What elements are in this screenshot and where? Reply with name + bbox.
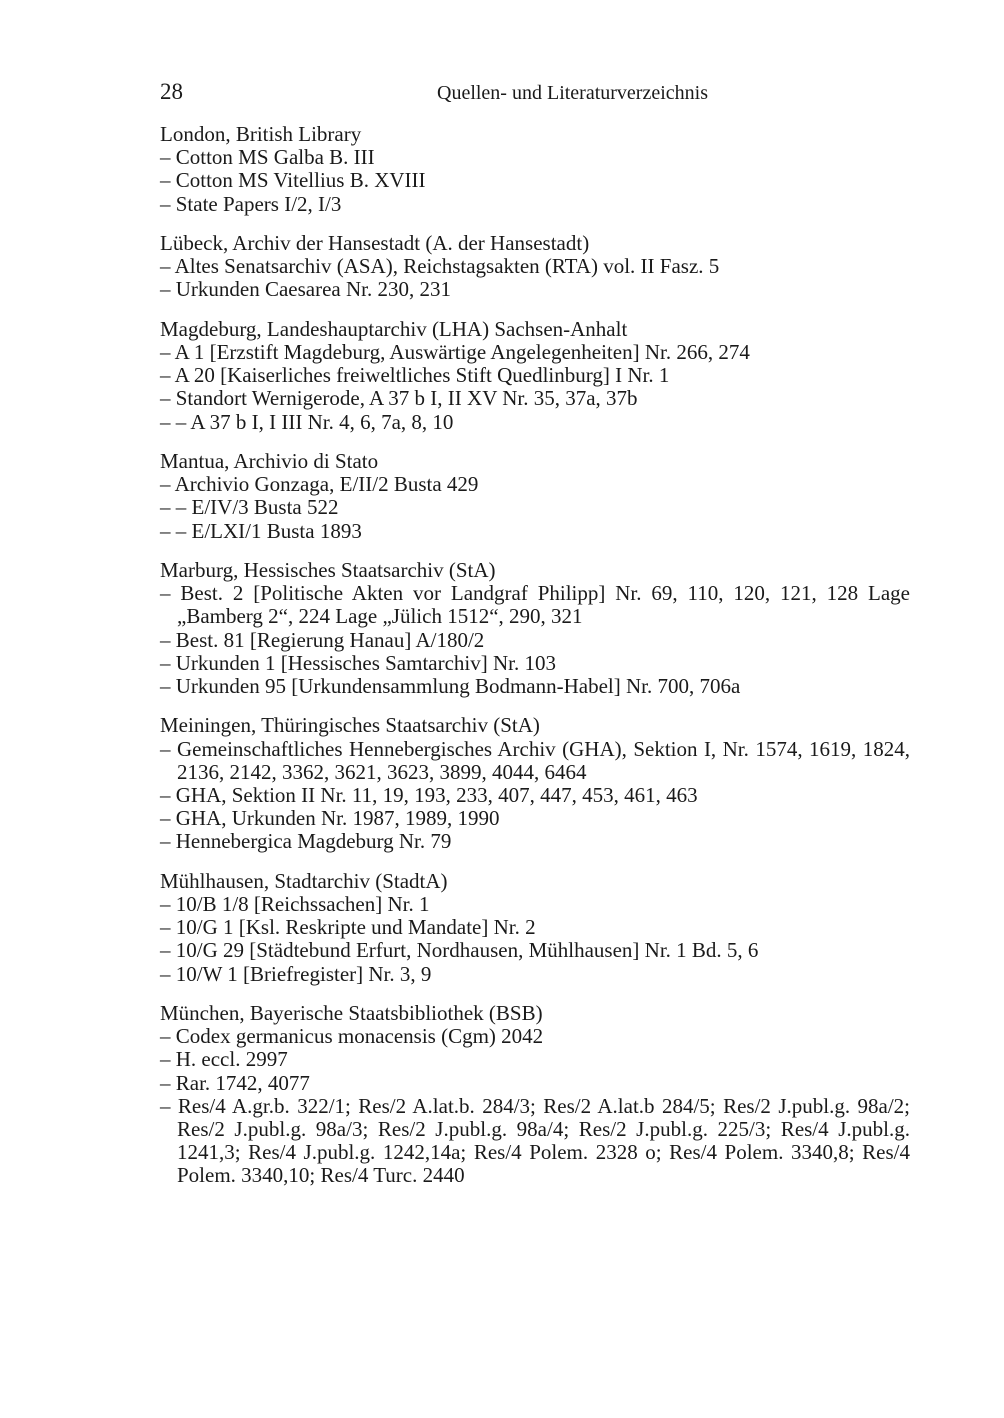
archive-entry: – Urkunden Caesarea Nr. 230, 231 bbox=[160, 277, 452, 302]
archive-entry: – – E/IV/3 Busta 522 bbox=[160, 495, 339, 520]
archive-entry: – Gemeinschaftliches Hennebergisches Archiv (GHA), Sektion I, Nr. 1574, 1619, 1824, 2136, 2142, 3362, 3621, 3623, 3899, 4044, 6464 bbox=[160, 736, 910, 784]
archive-location: Mühlhausen, Stadtarchiv (StadtA) bbox=[160, 868, 448, 893]
archive-entry: – A 1 [Erzstift Magdeburg, Auswärtige Angelegenheiten] Nr. 266, 274 bbox=[160, 340, 750, 364]
page-header bbox=[160, 80, 910, 106]
archive-entry: – 10/W 1 [Briefregister] Nr. 3, 9 bbox=[160, 961, 432, 986]
archive-entry: – Urkunden 95 [Urkundensammlung Bodmann-Habel] Nr. 700, 706a bbox=[160, 674, 741, 699]
archive-entry: – Rar. 1742, 4077 bbox=[160, 1070, 310, 1095]
running-title: Quellen- und Literaturverzeichnis bbox=[437, 82, 708, 104]
archive-entry: – A 20 [Kaiserliches freiweltliches Stift Quedlinburg] I Nr. 1 bbox=[160, 363, 670, 388]
archive-entry: – Codex germanicus monacensis (Cgm) 2042 bbox=[160, 1024, 544, 1049]
archive-location: Lübeck, Archiv der Hansestadt (A. der Hansestadt) bbox=[160, 231, 590, 255]
archive-section-magdeburg bbox=[160, 318, 910, 434]
archive-entry: – 10/G 29 [Städtebund Erfurt, Nordhausen, Mühlhausen] Nr. 1 Bd. 5, 6 bbox=[160, 938, 759, 963]
archive-entry: – – A 37 b I, I III Nr. 4, 6, 7a, 8, 10 bbox=[160, 409, 454, 434]
archive-location: München, Bayerische Staatsbibliothek (BSB) bbox=[160, 1001, 543, 1026]
archive-section-muehlhausen bbox=[160, 870, 910, 986]
archive-entry: – – E/LXI/1 Busta 1893 bbox=[160, 518, 362, 543]
archive-section-luebeck bbox=[160, 232, 910, 302]
archive-section-marburg bbox=[160, 559, 910, 698]
archive-entry: – Cotton MS Vitellius B. XVIII bbox=[160, 168, 426, 193]
archive-entry: – Archivio Gonzaga, E/II/2 Busta 429 bbox=[160, 472, 479, 497]
archive-entry: – GHA, Urkunden Nr. 1987, 1989, 1990 bbox=[160, 806, 500, 831]
bibliography-list bbox=[160, 123, 910, 1204]
archive-entry: – GHA, Sektion II Nr. 11, 19, 193, 233, 407, 447, 453, 461, 463 bbox=[160, 783, 698, 808]
archive-entry: – H. eccl. 2997 bbox=[160, 1047, 288, 1072]
archive-location: Magdeburg, Landeshauptarchiv (LHA) Sachsen-Anhalt bbox=[160, 316, 628, 341]
archive-location: London, British Library bbox=[160, 122, 362, 146]
archive-entry: – Res/4 A.gr.b. 322/1; Res/2 A.lat.b. 284/3; Res/2 A.lat.b 284/5; Res/2 J.publ.g. 98a/2; Res/2 J.publ.g. 98a/3; Res/2 J.publ.g. 98a/4; Res/2 J.publ.g. 225/3; Res/4 J.publ.g. 1241,3; Res/4 J.publ.g. 1242,14a; Res/4 Polem. 2328 o; Res/4 Polem. 3340,8; Res/4 Polem. 3340,10; Res/4 Turc. 2440 bbox=[160, 1093, 910, 1188]
archive-entry: – Altes Senatsarchiv (ASA), Reichstagsakten (RTA) vol. II Fasz. 5 bbox=[160, 254, 720, 279]
page-number: 28 bbox=[160, 79, 183, 104]
archive-entry: – Best. 81 [Regierung Hanau] A/180/2 bbox=[160, 627, 485, 652]
archive-entry: – Urkunden 1 [Hessisches Samtarchiv] Nr. 103 bbox=[160, 650, 557, 675]
archive-entry: – Best. 2 [Politische Akten vor Landgraf Philipp] Nr. 69, 110, 120, 121, 128 Lage „Bamberg 2“, 224 Lage „Jülich 1512“, 290, 321 bbox=[160, 581, 910, 629]
archive-entry: – Cotton MS Galba B. III bbox=[160, 145, 375, 170]
archive-entry: – State Papers I/2, I/3 bbox=[160, 191, 342, 216]
archive-section-mantua bbox=[160, 450, 910, 543]
archive-section-muenchen bbox=[160, 1002, 910, 1188]
archive-location: Mantua, Archivio di Stato bbox=[160, 449, 379, 473]
archive-location: Marburg, Hessisches Staatsarchiv (StA) bbox=[160, 558, 496, 582]
archive-entry: – 10/G 1 [Ksl. Reskripte und Mandate] Nr. 2 bbox=[160, 915, 536, 940]
archive-entry: – Hennebergica Magdeburg Nr. 79 bbox=[160, 829, 452, 854]
archive-section-meiningen bbox=[160, 714, 910, 853]
archive-location: Meiningen, Thüringisches Staatsarchiv (StA) bbox=[160, 713, 540, 738]
archive-entry: – Standort Wernigerode, A 37 b I, II XV Nr. 35, 37a, 37b bbox=[160, 386, 638, 411]
archive-section-london bbox=[160, 123, 910, 216]
archive-entry: – 10/B 1/8 [Reichssachen] Nr. 1 bbox=[160, 892, 430, 917]
